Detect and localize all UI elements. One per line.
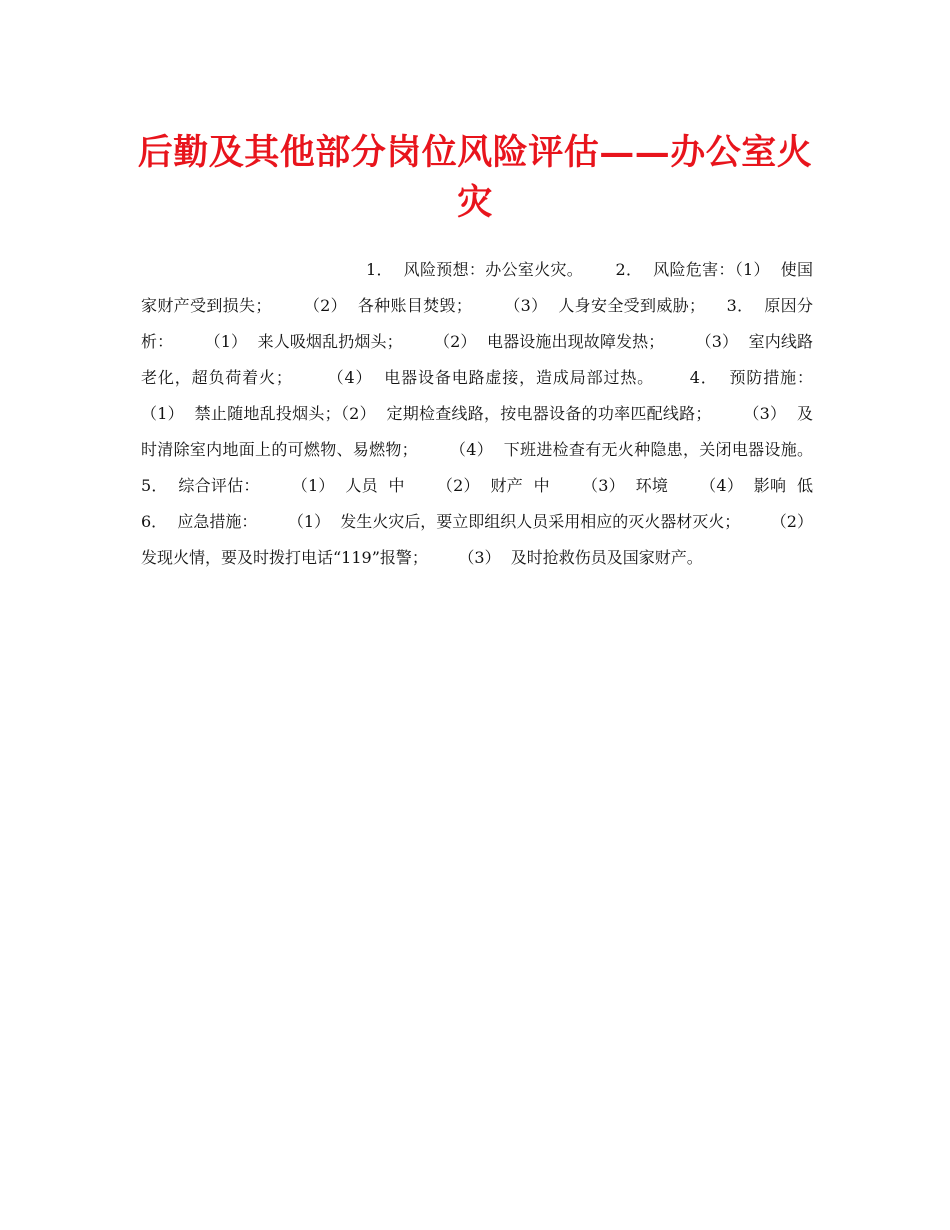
page-title: 后勤及其他部分岗位风险评估——办公室火灾 [137,132,813,223]
body-paragraph: 1． 风险预想：办公室火灾。 2． 风险危害：（1） 使国家财产受到损失； （2） 各种账目焚毁； （3） 人身安全受到威胁； 3． 原因分析： （1） 来人吸烟乱扔烟头； （2） 电器设施出现故障发热； （3） 室内线路老化，超负荷着火； （4） 电器设备电路虚接，造成局部过热。 4． 预防措施： （1） 禁止随地乱投烟头；（2） 定期检查线路，按电器设备的功率匹配线路； （3） 及时清除室内地面上的可燃物、易燃物； （4） 下班进检查有无火种隐患，关闭电器设施。5． 综合评估： （1） 人员 中 （2） 财产 中 （3） 环境 （4） 影响 低 6． 应急措施： （1） 发生火灾后，要立即组织人员采用相应的灭火器材灭火； （2） 发现火情，要及时拨打电话“119”报警； （3） 及时抢救伤员及国家财产。 [141,260,844,567]
